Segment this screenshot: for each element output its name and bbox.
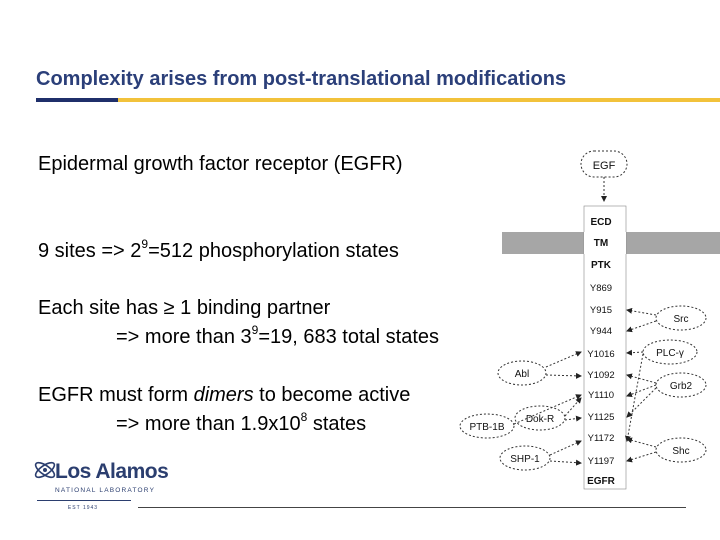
tm-label: TM [593, 238, 609, 249]
footer-rule [138, 507, 686, 508]
bullet-dimer-suffix: states [307, 413, 367, 435]
site-label: Y915 [589, 305, 613, 316]
bullet-total-suffix: =19, 683 total states [258, 326, 440, 348]
site-label: Y1197 [587, 456, 615, 467]
logo-est-text: EST 1943 [67, 505, 99, 511]
egfr-diagram [455, 145, 720, 500]
logo-wordmark: Los Alamos [55, 460, 169, 483]
site-label: Y1125 [587, 412, 615, 423]
title-underline [36, 98, 720, 102]
site-label: Y1172 [587, 433, 615, 444]
ptk-label: PTK [591, 260, 611, 271]
title-underline-accent [36, 98, 118, 102]
partner-dok-r-label: Dok-R [525, 414, 555, 425]
bullet-egfr: Epidermal growth factor receptor (EGFR) [38, 153, 403, 175]
partner-shp-1-label: SHP-1 [510, 454, 540, 465]
egf-label: EGF [592, 160, 616, 172]
bullet-dimers [38, 384, 410, 407]
bullet-phospho-suffix: =512 phosphorylation states [148, 240, 399, 262]
bullet-total-prefix: => more than 3 [116, 326, 252, 348]
partner-ptb-1b-label: PTB-1B [469, 422, 505, 433]
bullet-dimer-prefix: => more than 1.9x10 [116, 413, 301, 435]
bullet-binding-partner: Each site has ≥ 1 binding partner [38, 297, 331, 319]
logo-est [33, 502, 133, 512]
bullet-dimers-b: to become active [253, 384, 411, 406]
bullet-dimer-states [116, 410, 367, 436]
partner-abl-label: Abl [514, 369, 530, 380]
partner-plc-gamma-label: PLC-γ [656, 348, 684, 359]
bullet-total-exp: 9 [251, 323, 259, 337]
site-label: Y1016 [587, 349, 615, 360]
partner-grb2-label: Grb2 [669, 381, 693, 392]
bullet-dimer-exp: 8 [300, 410, 308, 424]
egfr-label: EGFR [587, 476, 615, 487]
ecd-label: ECD [590, 217, 612, 228]
logo-subtitle: NATIONAL LABORATORY [55, 487, 156, 494]
bullet-dimers-a: EGFR must form [38, 384, 194, 406]
partner-shc-label: Shc [672, 446, 690, 457]
slide-title: Complexity arises from post-translational modifications [36, 68, 567, 90]
bullet-total-states [116, 323, 440, 349]
site-label: Y1092 [587, 370, 615, 381]
partner-src-label: Src [673, 314, 689, 325]
bullet-phospho-prefix: 9 sites => 2 [38, 240, 142, 262]
logo-divider [37, 500, 131, 501]
bullet-phospho-exp: 9 [141, 237, 149, 251]
site-label: Y869 [589, 283, 613, 294]
bullet-dimers-em: dimers [193, 384, 254, 406]
los-alamos-logo [33, 454, 169, 512]
site-label: Y1110 [587, 390, 615, 401]
bullet-phospho-states [38, 237, 399, 263]
site-label: Y944 [589, 326, 613, 337]
